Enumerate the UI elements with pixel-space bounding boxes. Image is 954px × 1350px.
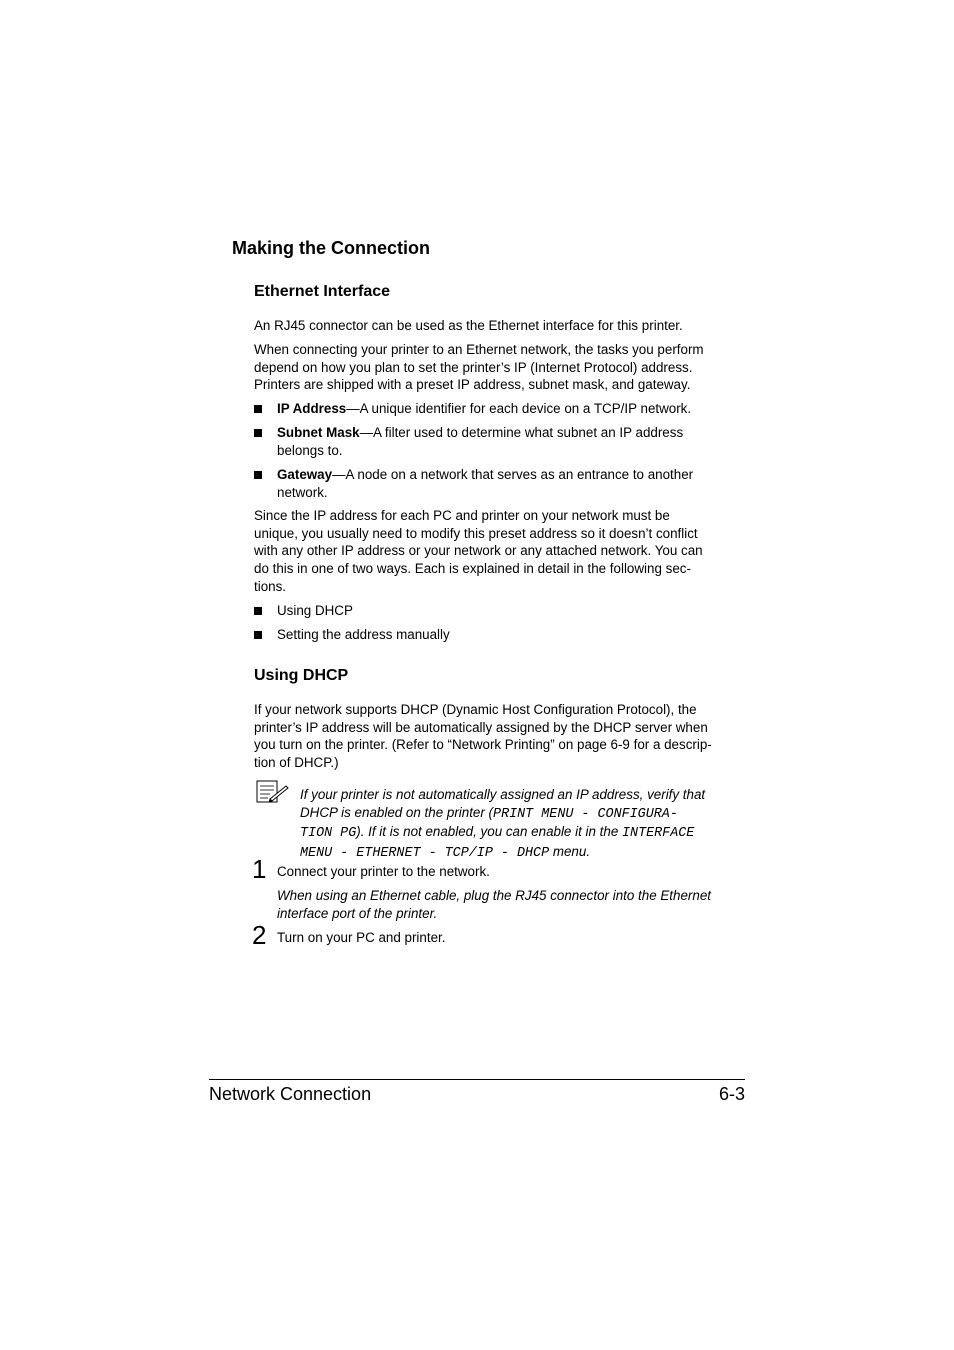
term-label: IP Address: [277, 401, 347, 416]
step-text: Turn on your PC and printer.: [277, 930, 446, 945]
text-line: you turn on the printer. (Refer to “Network Printing” on page 6-9 for a descrip-: [254, 737, 712, 753]
text-line: unique, you usually need to modify this preset address so it doesn’t conflict: [254, 525, 698, 541]
bullet-square-icon: [254, 631, 262, 639]
bullet-square-icon: [254, 429, 262, 437]
section-heading: Making the Connection: [232, 238, 430, 258]
paragraph-rj45: An RJ45 connector can be used as the Ethernet interface for this printer.: [254, 318, 683, 333]
menu-path: TION PG: [300, 826, 357, 842]
bullet-square-icon: [254, 471, 262, 479]
menu-path: INTERFACE: [622, 826, 695, 842]
text-line: tions.: [254, 578, 287, 594]
step-instruction: [277, 887, 711, 922]
text-line: depend on how you plan to set the printer’s IP (Internet Protocol) address.: [254, 359, 693, 375]
step-text: Connect your printer to the network.: [277, 864, 490, 879]
note-pencil-icon: [256, 780, 290, 804]
note-line: If your printer is not automatically assigned an IP address, verify that: [300, 787, 706, 802]
subheading-ethernet-interface: Ethernet Interface: [254, 283, 391, 300]
note-text-fragment: DHCP is enabled on the printer (: [300, 804, 494, 820]
footer-page-number: 6-3: [718, 1084, 745, 1104]
text-line: Since the IP address for each PC and printer on your network must be: [254, 508, 670, 523]
subheading-using-dhcp: Using DHCP: [254, 667, 349, 684]
term-description: belongs to.: [277, 442, 343, 458]
text-line: interface port of the printer.: [277, 905, 438, 921]
term-label: Gateway: [277, 467, 333, 482]
text-line: When using an Ethernet cable, plug the RJ45 connector into the Ethernet: [277, 888, 711, 903]
text-line: tion of DHCP.): [254, 755, 339, 771]
footer-divider: [209, 1079, 745, 1080]
term-description: —A filter used to determine what subnet an IP address: [359, 425, 684, 440]
text-line: If your network supports DHCP (Dynamic Host Configuration Protocol), the: [254, 702, 697, 717]
note-text-fragment: menu.: [549, 844, 591, 860]
paragraph-dhcp: [254, 701, 754, 772]
text-line: Printers are shipped with a preset IP address, subnet mask, and gateway.: [254, 377, 691, 393]
paragraph-unique-address: [254, 507, 754, 596]
bullet-square-icon: [254, 405, 262, 413]
bullet-square-icon: [254, 607, 262, 615]
term-description: —A node on a network that serves as an entrance to another: [332, 467, 694, 482]
note-text: [300, 786, 760, 863]
step-number: 2: [252, 920, 267, 950]
menu-path: MENU - ETHERNET - TCP/IP - DHCP: [300, 846, 550, 862]
term-description: —A unique identifier for each device on a TCP/IP network.: [346, 401, 692, 416]
term-description: network.: [277, 484, 328, 500]
text-line: When connecting your printer to an Ethernet network, the tasks you perform: [254, 342, 704, 357]
text-line: printer’s IP address will be automatically assigned by the DHCP server when: [254, 719, 708, 735]
term-label: Subnet Mask: [277, 425, 360, 440]
note-text-fragment: ). If it is not enabled, you can enable it in the: [356, 824, 622, 840]
footer-chapter-title: Network Connection: [209, 1084, 372, 1104]
menu-path: PRINT MENU - CONFIGURA-: [493, 806, 678, 822]
bullet-text: Setting the address manually: [277, 627, 450, 642]
paragraph-connecting: [254, 341, 754, 394]
text-line: with any other IP address or your network or any attached network. You can: [254, 543, 703, 559]
step-number: 1: [252, 854, 267, 884]
bullet-text: Using DHCP: [277, 603, 353, 618]
text-line: do this in one of two ways. Each is explained in detail in the following sec-: [254, 561, 691, 577]
